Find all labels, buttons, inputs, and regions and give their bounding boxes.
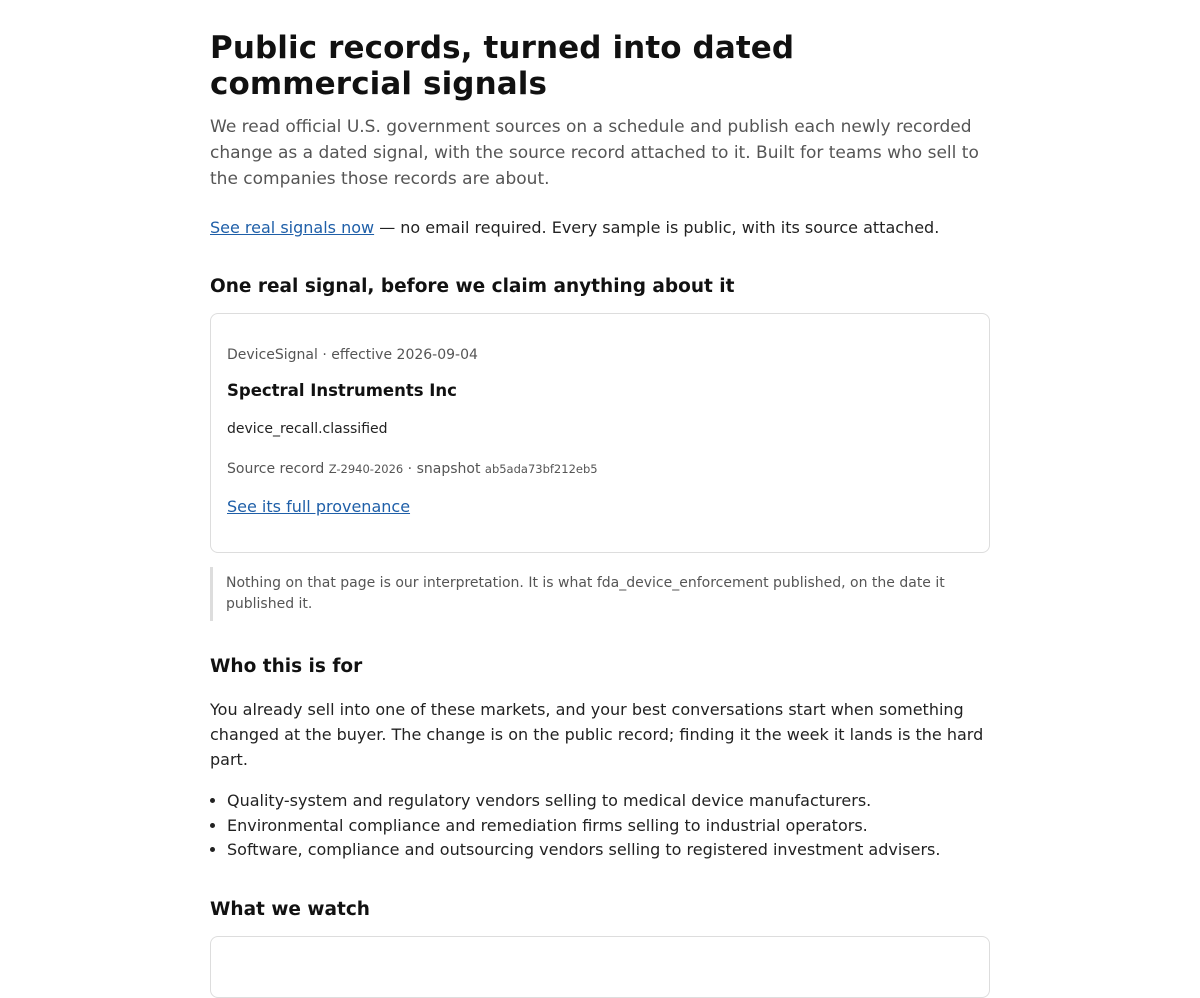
signal-section-heading: One real signal, before we claim anything about it <box>210 276 735 297</box>
audience-description: You already sell into one of these markets, and your best conversations start when something changed at the buyer. The change is on the public record; finding it the week it lands is the hard part. <box>210 700 984 769</box>
markets-list <box>210 789 990 863</box>
source-record-id: Z-2940-2026 <box>328 462 404 476</box>
watch-section-heading: What we watch <box>210 898 370 920</box>
see-real-signals-link[interactable]: See real signals now <box>210 218 375 237</box>
list-item: • Environmental compliance and remediation firms selling to industrial operators. <box>227 814 990 839</box>
snapshot-id: ab5ada73bf212eb5 <box>484 462 598 476</box>
audience-section-heading: Who this is for <box>210 656 363 677</box>
cta-line <box>210 216 990 240</box>
list-item: • Software, compliance and outsourcing vendors selling to registered investment advisers. <box>227 838 990 863</box>
watch-card <box>210 936 990 998</box>
signal-company-name: Spectral Instruments Inc <box>227 381 457 400</box>
snapshot-label: · snapshot <box>403 461 485 477</box>
list-item: • Quality-system and regulatory vendors selling to medical device manufacturers. <box>227 789 990 814</box>
cta-description: — no email required. Every sample is public, with its source attached. <box>374 218 940 237</box>
full-provenance-link[interactable]: See its full provenance <box>227 497 411 516</box>
signal-card <box>210 313 990 553</box>
provenance-link-wrap <box>227 496 973 518</box>
signal-type: device_recall.classified <box>227 421 388 437</box>
signal-source-line <box>227 460 973 478</box>
interpretation-note: Nothing on that page is our interpretation. It is what fda_device_enforcement published, on the date it published it. <box>210 567 990 621</box>
hero-lede: We read official U.S. government sources on a schedule and publish each newly recorded change as a dated signal, with the source record attached to it. Built for teams who sell to the companies those records are about. <box>210 117 979 189</box>
signal-meta: DeviceSignal · effective 2026-09-04 <box>227 347 478 363</box>
page-title: Public records, turned into dated commercial signals <box>210 30 795 102</box>
landing-page <box>210 0 990 998</box>
source-record-label: Source record <box>227 461 329 477</box>
